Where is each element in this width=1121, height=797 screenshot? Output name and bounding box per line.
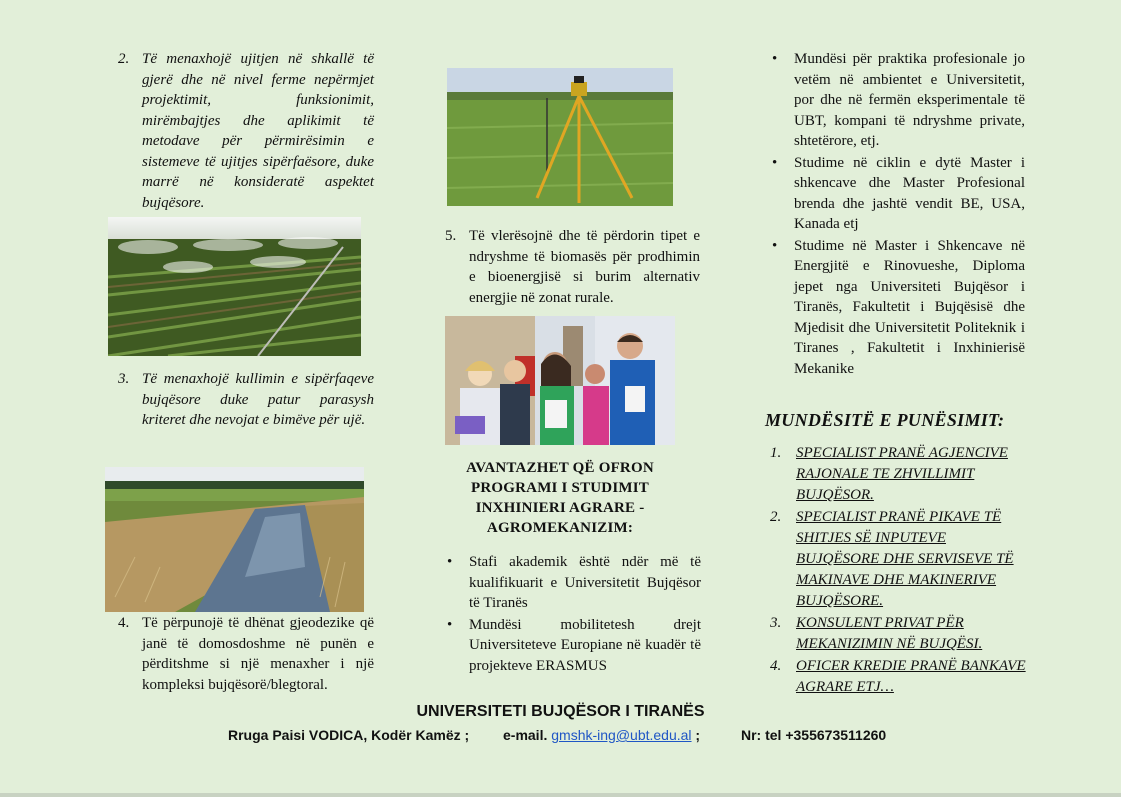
item-text: Të menaxhojë ujitjen në shkallë të gjerë dhe në nivel ferme nepërmjet projektimit, funksionimit, mirëmbajtjes dhe aplikimit të metodave për përmirësimin e sistemeve të ujitjes sipërfaësore, duke marrë në konsideratë aspektet bujqësore. — [142, 51, 374, 211]
email-separator: ; — [691, 727, 701, 743]
item-text: Të përpunojë të dhënat gjeodezike që janë të domosdoshme në punën e përditshme si një menaxher i një kompleksi bujqësorë/blegtoral. — [142, 615, 374, 693]
list-item: • Mundësi për praktika profesionale jo vetëm në ambientet e Universitetit, por dhe në fermën eksperimentale të UBT, kompani të ndryshme private, shtetërore, etj. — [770, 49, 1025, 152]
drainage-canal-photo — [105, 467, 364, 612]
list-item-4 — [118, 613, 374, 695]
item-text: SPECIALIST PRANË PIKAVE TË SHITJES SË INPUTEVE BUJQËSORE DHE SERVISEVE TË MAKINAVE DHE MAKINERIVE BUJQËSORE. — [796, 509, 1014, 609]
page-edge — [0, 793, 1121, 797]
list-item: • Mundësi mobilitetesh drejt Universiteteve Europiane në kuadër të projekteve ERASMUS — [445, 615, 701, 677]
item-number: 1. — [770, 445, 782, 461]
employment-list — [770, 443, 1032, 699]
list-item: • Studime në ciklin e dytë Master i shkencave dhe Master Profesional brenda dhe jashtë vendit BE, USA, Kanada etj — [770, 153, 1025, 235]
item-number: 3. — [770, 615, 782, 631]
email-label: e-mail. — [503, 727, 548, 743]
list-item — [770, 507, 1032, 612]
list-item — [770, 443, 1032, 506]
list-item-3 — [118, 369, 374, 431]
list-item: • Studime në Master i Shkencave në Energjitë e Rinovueshe, Diploma jepet nga Universiteti Bujqësor i Tiranës, Fakultetit i Bujqësisë dhe Mjedisit dhe Universitetit Politeknik i Tiranes , Fakultetit i Inxhinierisë Mekanike — [770, 236, 1025, 380]
item-number: 4. — [770, 658, 782, 674]
sprinkler-irrigation-photo — [108, 217, 361, 356]
university-name: UNIVERSITETI BUJQËSOR I TIRANËS — [416, 703, 705, 720]
item-number: 2. — [770, 509, 782, 525]
footer-phone: Nr: tel +355673511260 — [741, 727, 887, 743]
footer-address: Rruga Paisi VODICA, Kodër Kamëz ; — [228, 727, 470, 743]
advantages-list — [445, 552, 701, 677]
advantages-heading: AVANTAZHET QË OFRON PROGRAMI I STUDIMIT INXHINIERI AGRARE - AGROMEKANIZIM: — [466, 460, 654, 536]
item-text: KONSULENT PRIVAT PËR MEKANIZIMIN NË BUJQËSI. — [796, 615, 983, 652]
list-item: • Stafi akademik është ndër më të kualifikuarit e Universitetit Bujqësor të Tiranës — [445, 552, 701, 614]
item-number: 5. — [445, 228, 457, 244]
list-item — [770, 656, 1032, 698]
students-photo — [445, 316, 675, 445]
item-text: SPECIALIST PRANË AGJENCIVE RAJONALE TE ZHVILLIMIT BUJQËSOR. — [796, 445, 1008, 503]
footer-email — [503, 727, 700, 743]
employment-heading: MUNDËSITË E PUNËSIMIT: — [765, 410, 1005, 430]
item-text: OFICER KREDIE PRANË BANKAVE AGRARE ETJ… — [796, 658, 1026, 695]
opportunities-list — [770, 49, 1025, 380]
list-item-5 — [445, 226, 700, 308]
item-text: Të vlerësojnë dhe të përdorin tipet e ndryshme të biomasës për prodhimin e bioenergjisë si burim alternativ energjie në zonat rurale. — [469, 228, 700, 306]
item-number: 2. — [118, 51, 130, 67]
surveying-tripod-photo — [447, 68, 673, 206]
email-link[interactable]: gmshk-ing@ubt.edu.al — [551, 727, 692, 743]
item-number: 4. — [118, 615, 130, 631]
item-text: Të menaxhojë kullimin e sipërfaqeve bujqësore duke patur parasysh kriteret dhe nevojat e bimëve për ujë. — [142, 371, 374, 428]
item-number: 3. — [118, 371, 130, 387]
list-item — [770, 613, 1032, 655]
list-item-2 — [118, 49, 374, 213]
